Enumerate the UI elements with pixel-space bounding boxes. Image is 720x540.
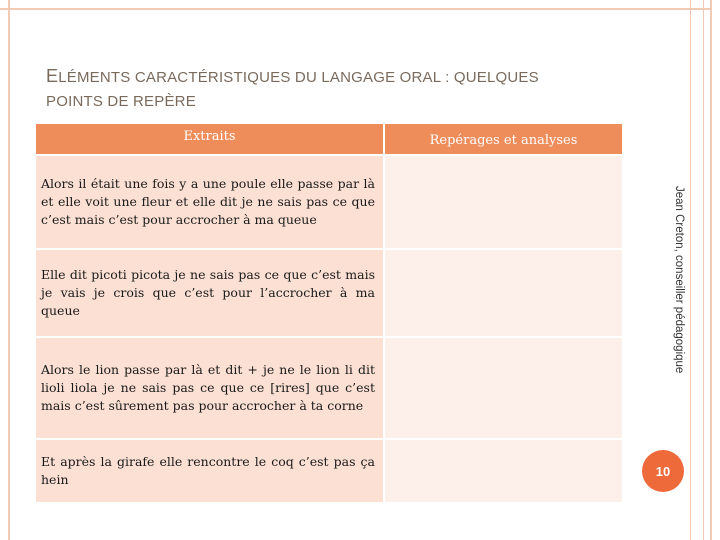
author-note: Jean Creton, conseiller pédagogique	[673, 186, 685, 374]
slide-title	[46, 64, 646, 114]
title-line-1: LÉMENTS CARACTÉRISTIQUES DU LANGAGE ORAL : QUELQUES	[58, 69, 539, 86]
frame-line-right-outer	[710, 0, 712, 540]
table-row	[36, 338, 624, 440]
title-initial: E	[46, 66, 59, 86]
frame-line-left	[8, 0, 10, 540]
analyse-cell[interactable]	[385, 338, 624, 440]
analyse-cell[interactable]	[385, 156, 624, 250]
table-header-row	[36, 124, 624, 156]
title-line-2: POINTS DE REPÈRE	[46, 93, 196, 110]
extrait-cell: Alors il était une fois y a une poule elle passe par là et elle voit une fleur et elle dit je ne sais pas ce que c’est mais c’est pour accrocher à ma queue	[36, 156, 385, 250]
extrait-cell: Elle dit picoti picota je ne sais pas ce que c’est mais je vais je crois que c’est pour l’accrocher à ma queue	[36, 250, 385, 338]
extrait-cell: Et après la girafe elle rencontre le coq c’est pas ça hein	[36, 440, 385, 504]
frame-line-right-inner	[690, 0, 691, 540]
analyse-cell[interactable]	[385, 250, 624, 338]
frame-line-right-middle	[703, 0, 704, 540]
table-row	[36, 250, 624, 338]
header-extraits: Extraits	[36, 124, 385, 156]
table-row	[36, 156, 624, 250]
extrait-cell: Alors le lion passe par là et dit + je ne le lion li dit lioli liola je ne sais pas ce que ce [rires] que c’est mais c’est sûrement pas pour accrocher à ta corne	[36, 338, 385, 440]
frame-line-top	[0, 8, 712, 10]
header-reperages: Repérages et analyses	[385, 124, 624, 156]
table-row	[36, 440, 624, 504]
extracts-table	[36, 124, 624, 504]
analyse-cell[interactable]	[385, 440, 624, 504]
page-number-badge: 10	[642, 450, 684, 492]
